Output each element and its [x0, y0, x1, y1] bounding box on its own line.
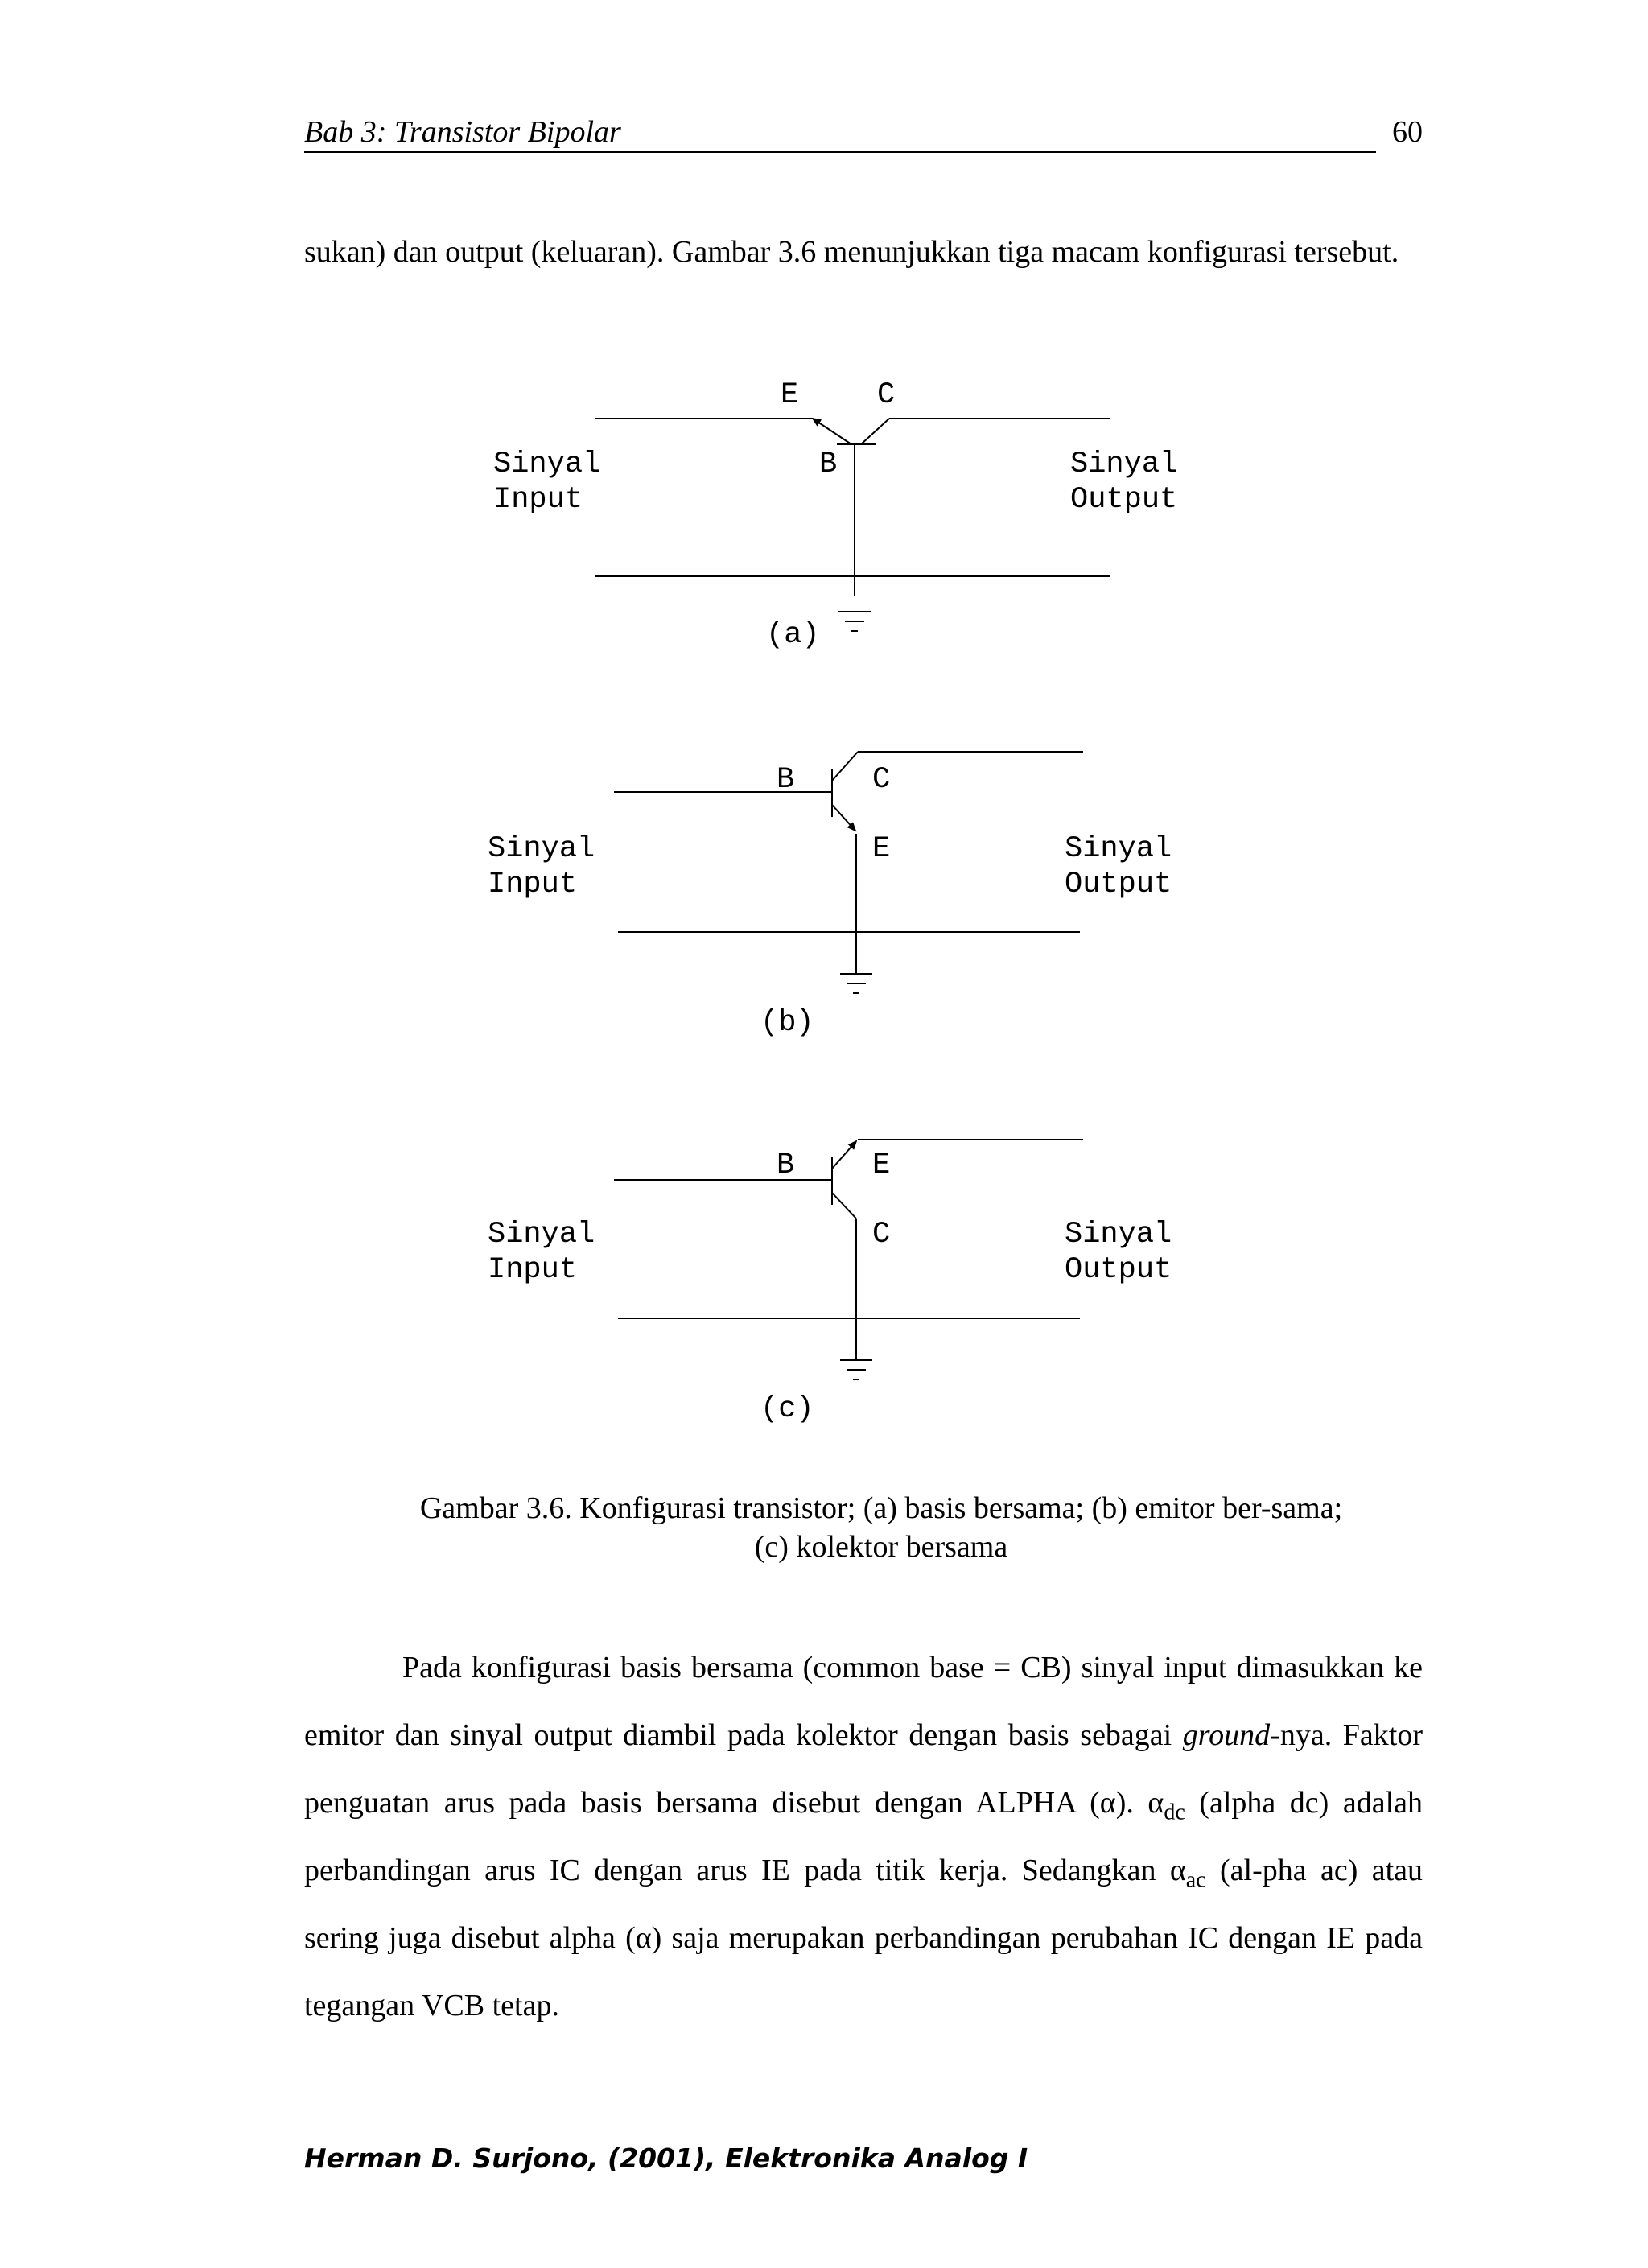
panel-c [488, 1140, 1172, 1426]
chapter-title: Bab 3: Transistor Bipolar [304, 115, 621, 149]
output-label: Sinyal [1070, 447, 1178, 481]
terminal-label: B [777, 763, 795, 797]
input-label: Sinyal [488, 1218, 595, 1252]
terminal-label: E [872, 1148, 891, 1182]
input-label: Sinyal [493, 447, 601, 481]
panel-label: (a) [766, 618, 820, 652]
terminal-label: B [819, 447, 838, 481]
body-text: -nya. Faktor penguatan arus pada basis bersama disebut dengan ALPHA (α). α [304, 1718, 1423, 1820]
body-text: (al-pha ac) atau sering juga disebut alpha (α) saja merupakan perbandingan perubahan IC dengan IE pada tegangan VCB tetap. [304, 1854, 1423, 2023]
subscript-ac: ac [1185, 1867, 1206, 1893]
body-paragraph [304, 1634, 1423, 2039]
terminal-label: E [781, 378, 799, 412]
input-label: Input [488, 1253, 578, 1287]
input-label: Sinyal [488, 832, 595, 866]
input-label: Input [493, 483, 583, 517]
terminal-label: C [877, 378, 896, 412]
panel-label: (c) [760, 1392, 814, 1426]
terminal-label: C [872, 763, 891, 797]
panel-b [488, 752, 1172, 1040]
page-footer: Herman D. Surjono, (2001), Elektronika Analog I [304, 2142, 1028, 2174]
panel-a [493, 378, 1177, 652]
terminal-label: B [777, 1148, 795, 1182]
body-text: (alpha dc) adalah perbandingan arus IC dengan arus IE pada titik kerja. Sedangkan α [304, 1786, 1423, 1887]
output-label: Output [1065, 1253, 1172, 1287]
output-label: Output [1065, 868, 1172, 901]
output-label: Sinyal [1065, 1218, 1172, 1252]
ground-term: ground [1182, 1718, 1271, 1752]
panel-label: (b) [760, 1006, 814, 1040]
output-label: Sinyal [1065, 832, 1172, 866]
subscript-dc: dc [1164, 1800, 1185, 1825]
input-label: Input [488, 868, 578, 901]
page-number: 60 [1392, 115, 1423, 149]
body-text: Pada konfigurasi basis bersama (common base = CB) sinyal input dimasukkan ke emitor dan sinyal output diambil pada kolektor dengan basis sebagai [304, 1651, 1423, 1752]
terminal-label: C [872, 1218, 891, 1252]
figure-caption: Gambar 3.6. Konfigurasi transistor; (a) basis bersama; (b) emitor ber-sama; (c) kolektor bersama [419, 1491, 1343, 1564]
intro-paragraph: sukan) dan output (keluaran). Gambar 3.6 menunjukkan tiga macam konfigurasi tersebut. [304, 235, 1399, 269]
terminal-label: E [872, 832, 891, 866]
output-label: Output [1070, 483, 1178, 517]
